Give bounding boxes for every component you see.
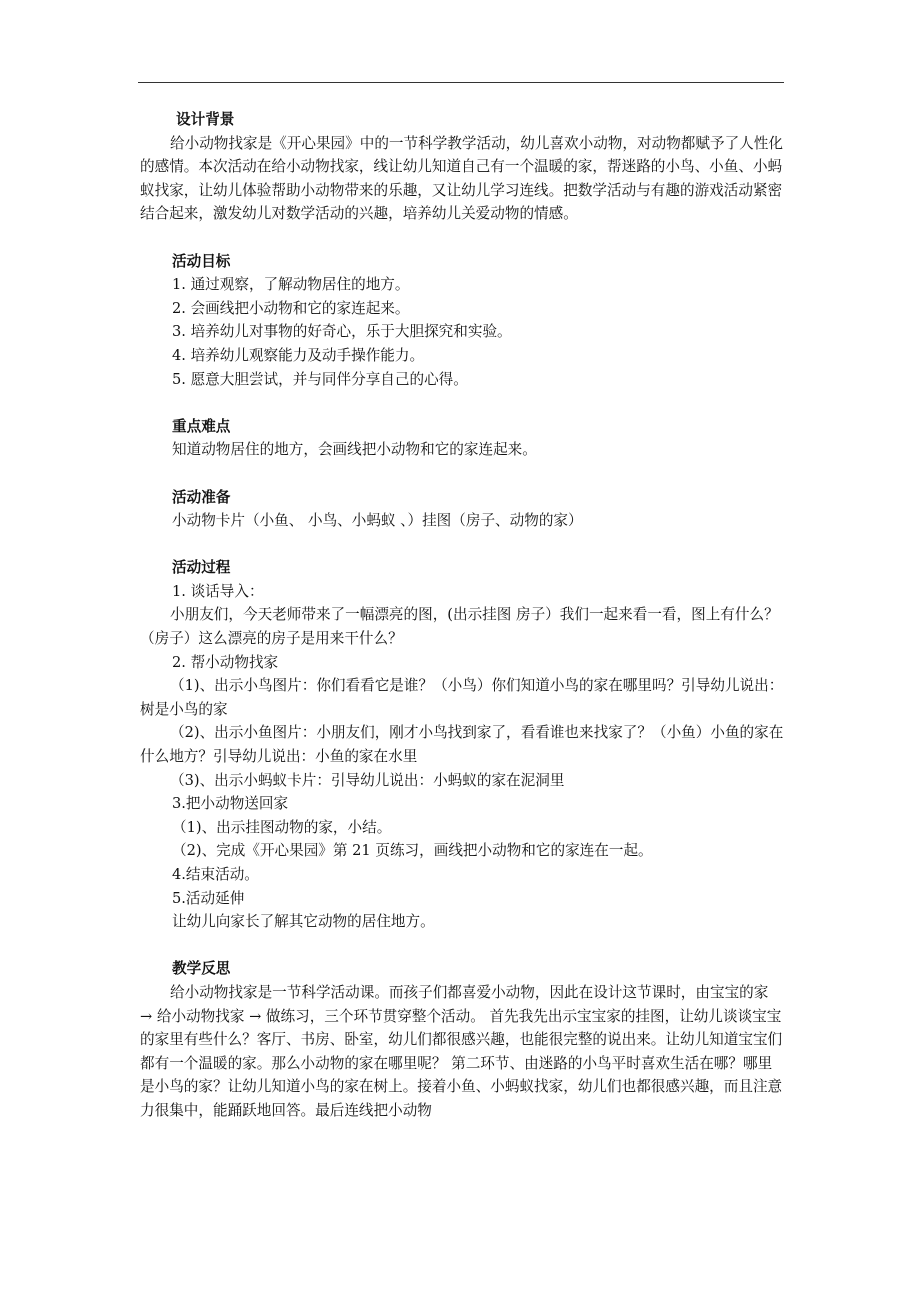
process-step-title: 2. 帮小动物找家 (172, 653, 279, 671)
process-step-title: 4.结束活动。 (172, 866, 259, 883)
process-substep: （2)、完成《开心果园》第 21 页练习，画线把小动物和它的家连在一起。 (172, 842, 653, 860)
goal-item: 4. 培养幼儿观察能力及动手操作能力。 (172, 346, 425, 364)
preparation-text: 小动物卡片（小鱼、 小鸟、小蚂蚁 、）挂图（房子、动物的家） (172, 512, 583, 530)
process-substep: （3)、出示小蚂蚁卡片：引导幼儿说出：小蚂蚁的家在泥洞里 (170, 771, 565, 789)
spacer (140, 391, 784, 415)
background-heading: 设计背景 (176, 111, 235, 128)
spacer (140, 226, 784, 250)
goal-item: 3. 培养幼儿对事物的好奇心，乐于大胆探究和实验。 (172, 323, 512, 341)
goal-item: 5. 愿意大胆尝试，并与同伴分享自己的心得。 (172, 370, 468, 388)
key-points-text: 知道动物居住的地方，会画线把小动物和它的家连起来。 (172, 441, 537, 459)
goal-item: 2. 会画线把小动物和它的家连起来。 (172, 299, 410, 317)
document-body (140, 108, 784, 1123)
process-step-text: 让幼儿向家长了解其它动物的居住地方。 (172, 913, 435, 931)
header-rule (138, 82, 784, 83)
process-step-title: 1. 谈话导入： (172, 582, 264, 600)
process-heading: 活动过程 (172, 559, 231, 577)
key-points-heading: 重点难点 (172, 417, 231, 435)
goals-heading: 活动目标 (172, 252, 231, 270)
process-step-title: 3.把小动物送回家 (172, 795, 289, 813)
reflection-heading: 教学反思 (172, 960, 231, 978)
goal-item: 1. 通过观察，了解动物居住的地方。 (172, 276, 410, 294)
spacer (140, 462, 784, 486)
spacer (140, 934, 784, 958)
background-paragraph: 给小动物找家是《开心果园》中的一节科学教学活动，幼儿喜欢小动物，对动物都赋予了人性化的感情。本次活动在给小动物找家，线让幼儿知道自己有一个温暖的家，帮迷路的小鸟、小鱼、小蚂蚁找家，让幼儿体验帮助小动物带来的乐趣，又让幼儿学习连线。把数学活动与有趣的游戏活动紧密结合起来，激发幼儿对数学活动的兴趣，培养幼儿关爱动物的情感。 (140, 134, 783, 223)
spacer (140, 533, 784, 557)
process-substep: （1)、出示小鸟图片：你们看看它是谁？（小鸟）你们知道小鸟的家在哪里吗？引导幼儿说出：树是小鸟的家 (140, 677, 784, 718)
reflection-paragraph: 给小动物找家是一节科学活动课。而孩子们都喜爱小动物，因此在设计这节课时，由宝宝的家 → 给小动物找家 → 做练习，三个环节贯穿整个活动。 首先我先出示宝宝家的挂图，让幼儿谈谈宝宝的家里有些什么？客厅、书房、卧室，幼儿们都很感兴趣，也能很完整的说出来。让幼儿知道宝宝们都有一个温暖的家。那么小动物的家在哪里呢？ 第二环节、由迷路的小鸟平时喜欢生活在哪？哪里是小鸟的家？让幼儿知道小鸟的家在树上。接着小鱼、小蚂蚁找家，幼儿们也都很感兴趣，而且注意力很集中，能踊跃地回答。最后连线把小动物 (140, 983, 783, 1119)
process-step-title: 5.活动延伸 (172, 889, 245, 907)
preparation-heading: 活动准备 (172, 488, 231, 506)
process-step-text: 小朋友们，今天老师带来了一幅漂亮的图，(出示挂图 房子）我们一起来看一看，图上有什么？（房子）这么漂亮的房子是用来干什么？ (140, 606, 779, 648)
process-substep: （1)、出示挂图动物的家，小结。 (172, 818, 392, 836)
process-substep: （2)、出示小鱼图片：小朋友们，刚才小鸟找到家了，看看谁也来找家了？（小鱼）小鱼的家在什么地方？引导幼儿说出：小鱼的家在水里 (140, 724, 784, 766)
